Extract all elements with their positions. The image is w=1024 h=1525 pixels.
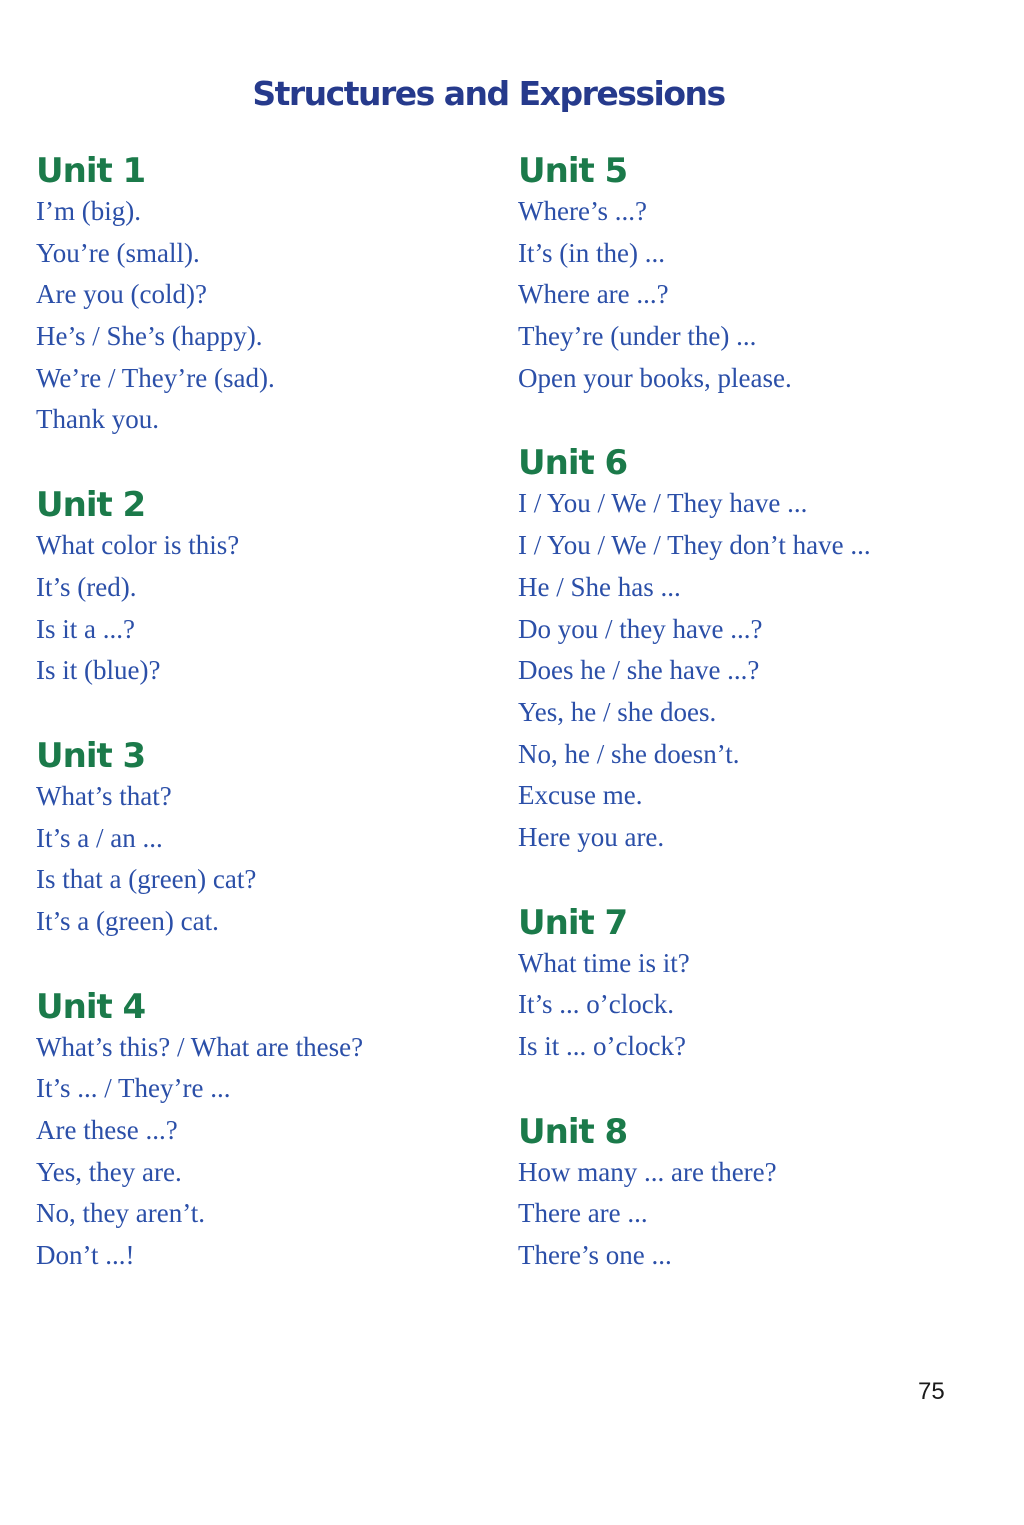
expression-line: What’s that? bbox=[36, 780, 172, 811]
expression-line: What time is it? bbox=[518, 947, 690, 978]
expression-line: Are these ...? bbox=[36, 1115, 178, 1145]
expression-line: Yes, he / she does. bbox=[518, 696, 717, 727]
unit-heading: Unit 3 bbox=[36, 735, 146, 776]
expression-line: How many ... are there? bbox=[518, 1156, 777, 1187]
expression-line: We’re / They’re (sad). bbox=[36, 362, 275, 393]
expression-list bbox=[36, 1027, 363, 1277]
expression-line: It’s ... / They’re ... bbox=[36, 1073, 231, 1104]
expression-list bbox=[518, 1152, 871, 1277]
unit-section bbox=[36, 151, 363, 441]
expression-line: Does he / she have ...? bbox=[518, 655, 760, 686]
expression-list bbox=[518, 483, 871, 858]
expression-line: Excuse me. bbox=[518, 780, 643, 811]
expression-list bbox=[518, 943, 871, 1068]
expression-line: Thank you. bbox=[36, 404, 159, 435]
expression-list bbox=[36, 525, 363, 692]
expression-line: He / She has ... bbox=[518, 571, 681, 602]
expression-line: It’s (in the) ... bbox=[518, 237, 665, 268]
expression-line: There are ... bbox=[518, 1198, 648, 1229]
expression-line: Here you are. bbox=[518, 821, 665, 852]
expression-line: What color is this? bbox=[36, 530, 240, 561]
unit-section bbox=[36, 987, 363, 1277]
expression-line: It’s (red). bbox=[36, 571, 137, 602]
unit-heading: Unit 5 bbox=[518, 151, 628, 191]
expression-line: It’s a / an ... bbox=[36, 822, 163, 853]
expression-line: What’s this? / What are these? bbox=[36, 1031, 364, 1062]
expression-line: Yes, they are. bbox=[36, 1156, 182, 1187]
right-column bbox=[518, 151, 871, 1321]
expression-line: There’s one ... bbox=[518, 1240, 672, 1271]
unit-heading: Unit 7 bbox=[518, 902, 628, 943]
unit-heading: Unit 8 bbox=[518, 1111, 628, 1152]
expression-line: No, they aren’t. bbox=[36, 1198, 205, 1229]
left-column bbox=[36, 151, 363, 1321]
expression-line: I / You / We / They don’t have ... bbox=[518, 530, 871, 561]
expression-line: It’s a (green) cat. bbox=[36, 905, 219, 936]
unit-heading: Unit 6 bbox=[518, 443, 628, 484]
expression-line: Don’t ...! bbox=[36, 1240, 135, 1271]
expression-line: Is it ... o’clock? bbox=[518, 1031, 686, 1061]
expression-line: I / You / We / They have ... bbox=[518, 488, 808, 519]
expression-line: He’s / She’s (happy). bbox=[36, 321, 263, 352]
unit-section bbox=[36, 485, 363, 692]
expression-list bbox=[36, 191, 363, 441]
expression-line: Open your books, please. bbox=[518, 362, 792, 393]
expression-line: Do you / they have ...? bbox=[518, 613, 763, 644]
unit-section bbox=[518, 443, 871, 858]
unit-heading: Unit 2 bbox=[36, 485, 146, 526]
expression-line: Is it a ...? bbox=[36, 613, 135, 644]
expression-line: They’re (under the) ... bbox=[518, 321, 757, 352]
expression-line: You’re (small). bbox=[36, 237, 200, 268]
unit-section bbox=[518, 1112, 871, 1277]
expression-line: I’m (big). bbox=[36, 196, 141, 226]
expression-list bbox=[36, 776, 363, 943]
unit-section bbox=[36, 736, 363, 943]
unit-heading: Unit 1 bbox=[36, 151, 146, 191]
unit-section bbox=[518, 903, 871, 1068]
expression-list bbox=[518, 191, 871, 399]
page-title: Structures and Expressions bbox=[252, 74, 725, 113]
expression-line: Is that a (green) cat? bbox=[36, 864, 257, 895]
unit-section bbox=[518, 151, 871, 399]
expression-line: It’s ... o’clock. bbox=[518, 989, 674, 1020]
expression-line: Where are ...? bbox=[518, 279, 669, 310]
expression-line: Are you (cold)? bbox=[36, 279, 207, 310]
expression-line: No, he / she doesn’t. bbox=[518, 738, 740, 769]
page-number: 75 bbox=[918, 1378, 945, 1405]
expression-line: Is it (blue)? bbox=[36, 655, 161, 686]
unit-heading: Unit 4 bbox=[36, 986, 146, 1027]
expression-line: Where’s ...? bbox=[518, 196, 647, 226]
